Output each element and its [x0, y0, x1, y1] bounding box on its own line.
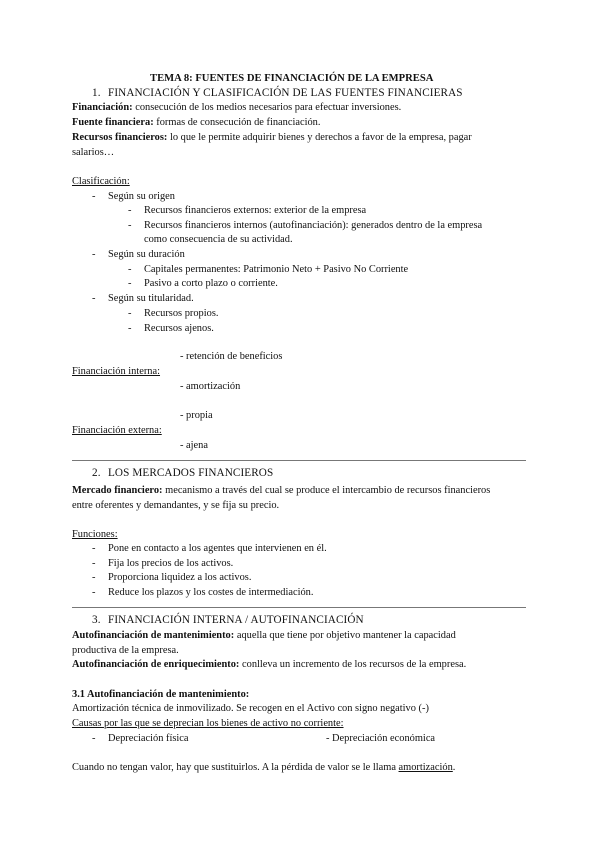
definition-text: conlleva un incremento de los recursos de la empresa. — [242, 659, 467, 670]
externa-option: - ajena — [180, 440, 208, 451]
list-item: Pone en contacto a los agentes que intervienen en él. — [108, 543, 327, 554]
bullet-dash: - — [128, 308, 132, 319]
definition-text: aquella que tiene por objetivo mantener la capacidad — [236, 630, 456, 641]
term: Fuente financiera: — [72, 117, 154, 128]
definition-continuation: productiva de la empresa. — [72, 645, 179, 656]
bullet-dash: - — [92, 191, 96, 202]
interna-option: - retención de beneficios — [180, 351, 283, 362]
list-item: Recursos financieros internos (autofinanciación): generados dentro de la empresa — [144, 220, 483, 231]
definition-fuente-financiera — [72, 116, 320, 130]
term: Financiación: — [72, 102, 133, 113]
definition-recursos-financieros — [72, 131, 472, 145]
page-title: TEMA 8: FUENTES DE FINANCIACIÓN DE LA EMPRESA — [150, 73, 434, 84]
bullet-dash: - — [128, 264, 132, 275]
causas-label: Causas por las que se deprecian los bienes de activo no corriente: — [72, 718, 344, 729]
section-1-number: 1. — [92, 87, 101, 99]
list-item-titularidad: Según su titularidad. — [108, 293, 194, 304]
list-item: Capitales permanentes: Patrimonio Neto + Pasivo No Corriente — [144, 264, 409, 275]
bullet-dash: - — [92, 249, 96, 260]
list-item: Recursos ajenos. — [144, 323, 214, 334]
list-item-origen: Según su origen — [108, 191, 175, 202]
bullet-dash: - — [128, 205, 132, 216]
closing-text: Cuando no tengan valor, hay que sustituirlos. A la pérdida de valor se le llama — [72, 762, 399, 773]
list-item-duracion: Según su duración — [108, 249, 185, 260]
closing-period: . — [452, 762, 456, 773]
list-item: Reduce los plazos y los costes de intermediación. — [108, 587, 314, 598]
definition-text: lo que le permite adquirir bienes y derechos a favor de la empresa, pagar — [169, 132, 472, 143]
term: Mercado financiero: — [72, 485, 163, 496]
definition-text: formas de consecución de financiación. — [156, 117, 321, 128]
divider — [72, 607, 526, 608]
term: Recursos financieros: — [72, 132, 168, 143]
bullet-dash: - — [92, 733, 96, 744]
list-item: Proporciona liquidez a los activos. — [108, 572, 252, 583]
list-item: Depreciación física — [108, 733, 189, 744]
section-1-heading: FINANCIACIÓN Y CLASIFICACIÓN DE LAS FUENTES FINANCIERAS — [108, 87, 463, 99]
bullet-dash: - — [92, 543, 96, 554]
bullet-dash: - — [128, 220, 132, 231]
definition-autofinanciacion-mantenimiento — [72, 629, 456, 643]
section-2-number: 2. — [92, 467, 101, 479]
section-2-heading: LOS MERCADOS FINANCIEROS — [108, 467, 274, 479]
definition-financiacion — [72, 101, 401, 115]
bullet-dash: - — [92, 572, 96, 583]
term: Autofinanciación de mantenimiento: — [72, 630, 235, 641]
classification-label: Clasificación: — [72, 176, 130, 187]
interna-option: - amortización — [180, 381, 241, 392]
externa-option: - propia — [180, 410, 213, 421]
bullet-dash: - — [128, 278, 132, 289]
list-item: Recursos financieros externos: exterior de la empresa — [144, 205, 367, 216]
definition-mercado-financiero — [72, 484, 490, 498]
financiacion-interna-label: Financiación interna: — [72, 366, 161, 377]
section-3-heading: FINANCIACIÓN INTERNA / AUTOFINANCIACIÓN — [108, 614, 364, 626]
term: Autofinanciación de enriquecimiento: — [72, 659, 240, 670]
list-item: Pasivo a corto plazo o corriente. — [144, 278, 278, 289]
definition-continuation: entre oferentes y demandantes, y se fija su precio. — [72, 500, 280, 511]
closing-paragraph — [72, 761, 455, 775]
bullet-dash: - — [92, 558, 96, 569]
section-3-number: 3. — [92, 614, 101, 626]
definition-text: consecución de los medios necesarios para efectuar inversiones. — [135, 102, 402, 113]
definition-text: mecanismo a través del cual se produce el intercambio de recursos financieros — [165, 485, 491, 496]
list-item: Fija los precios de los activos. — [108, 558, 234, 569]
bullet-dash: - — [92, 587, 96, 598]
amortizacion-text: Amortización técnica de inmovilizado. Se recogen en el Activo con signo negativo (-) — [72, 703, 429, 714]
funciones-label: Funciones: — [72, 529, 118, 540]
financiacion-externa-label: Financiación externa: — [72, 425, 162, 436]
amortizacion-term: amortización — [398, 762, 453, 773]
list-item: Recursos propios. — [144, 308, 219, 319]
divider — [72, 460, 526, 461]
bullet-dash: - — [128, 323, 132, 334]
list-item-continuation: como consecuencia de su actividad. — [144, 234, 293, 245]
bullet-dash: - — [92, 293, 96, 304]
subsection-heading: 3.1 Autofinanciación de mantenimiento: — [72, 689, 250, 700]
definition-continuation: salarios… — [72, 147, 115, 158]
definition-autofinanciacion-enriquecimiento — [72, 658, 466, 672]
list-item: - Depreciación económica — [326, 733, 436, 744]
